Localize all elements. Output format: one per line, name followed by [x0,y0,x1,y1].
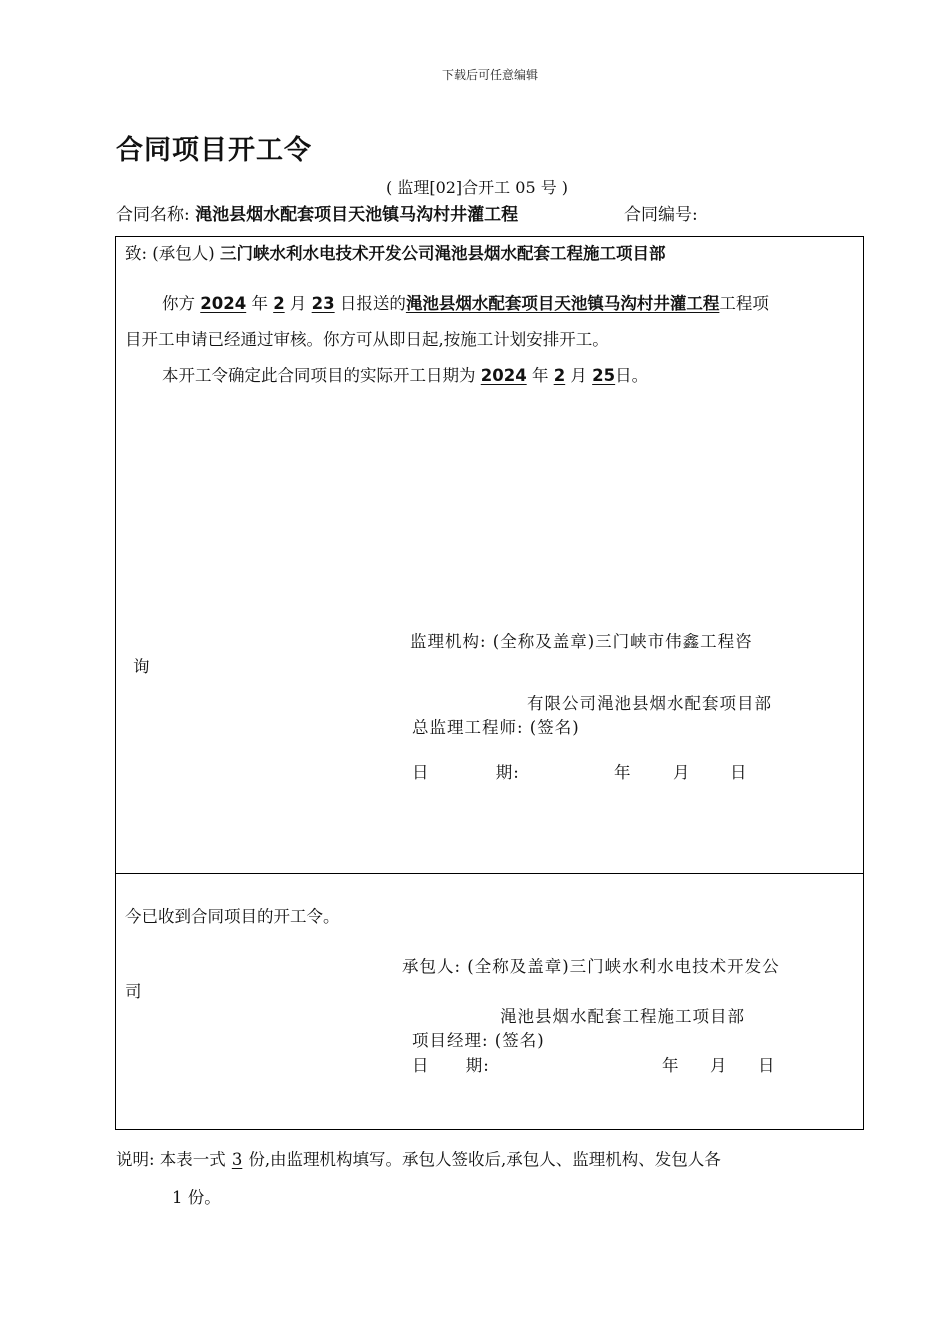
footnote-copies: 3 [231,1150,243,1169]
supervisor-date-text: 日 期: [412,763,520,782]
footnote-line-2: 1 份。 [172,1188,221,1207]
project-name: 渑池县烟水配套项目天池镇马沟村井灌工程 [405,294,720,313]
receipt-date-text: 日 期: [412,1056,490,1075]
p2-prefix: 本开工令确定此合同项目的实际开工日期为 [162,366,476,385]
paragraph-2 [162,362,648,386]
recipient-line [125,240,665,264]
supervisor-org-wrap: 询 [133,657,151,676]
header-note: 下载后可任意编辑 [441,68,538,82]
receipt-text: 今已收到合同项目的开工令。 [125,907,340,926]
supervisor-date-month: 月 [673,763,691,782]
footnote-suffix: 份,由监理机构填写。承包人签收后,承包人、监理机构、发包人各 [248,1150,721,1169]
p1-prefix: 你方 [162,294,195,313]
receipt-date-day: 日 [758,1056,776,1075]
submit-day: 23 [311,294,335,313]
paragraph-1-line-1 [162,290,769,314]
start-day: 25 [592,366,616,385]
supervisor-org-line-2: 有限公司渑池县烟水配套项目部 [527,694,772,713]
document-number: ( 监理[02]合开工 05 号 ) [386,178,569,197]
contractor-line-1: 承包人: (全称及盖章)三门峡水利水电技术开发公 [402,957,780,976]
document-title: 合同项目开工令 [116,135,312,166]
supervisor-date-label [412,759,520,783]
p1-mid: 日报送的 [339,294,406,313]
recipient-value: 三门峡水利水电技术开发公司渑池县烟水配套工程施工项目部 [219,244,666,263]
month-char: 月 [289,294,307,313]
year-char: 年 [251,294,268,313]
submit-year: 2024 [200,294,247,313]
start-day-char: 日。 [615,366,649,385]
start-year-char: 年 [531,366,549,385]
footnote-prefix: 说明: 本表一式 [116,1150,226,1169]
submit-month: 2 [273,294,285,313]
start-year: 2024 [480,366,527,385]
supervisor-date-year: 年 [614,763,632,782]
start-month: 2 [553,366,566,385]
contract-name-row [116,200,518,225]
recipient-label: 致: (承包人) [125,244,215,263]
receipt-date-month: 月 [710,1056,728,1075]
contractor-wrap: 司 [125,982,143,1001]
contract-name-value: 渑池县烟水配套项目天池镇马沟村井灌工程 [195,205,519,225]
chief-engineer-signature: 总监理工程师: (签名) [412,718,580,737]
paragraph-1-line-2: 目开工申请已经通过审核。你方可从即日起,按施工计划安排开工。 [125,330,609,349]
footnote-line-1 [116,1146,721,1170]
section-divider [115,873,864,874]
start-month-char: 月 [570,366,587,385]
receipt-date-year: 年 [662,1056,680,1075]
supervisor-org-line-1: 监理机构: (全称及盖章)三门峡市伟鑫工程咨 [410,632,753,651]
contract-number-label: 合同编号: [624,205,698,225]
p1-suffix: 工程项 [719,294,769,313]
project-manager-signature: 项目经理: (签名) [412,1031,545,1050]
receipt-date-label [412,1052,490,1076]
supervisor-date-day: 日 [730,763,748,782]
contractor-line-2: 渑池县烟水配套工程施工项目部 [500,1007,745,1026]
contract-name-label: 合同名称: [116,205,190,225]
